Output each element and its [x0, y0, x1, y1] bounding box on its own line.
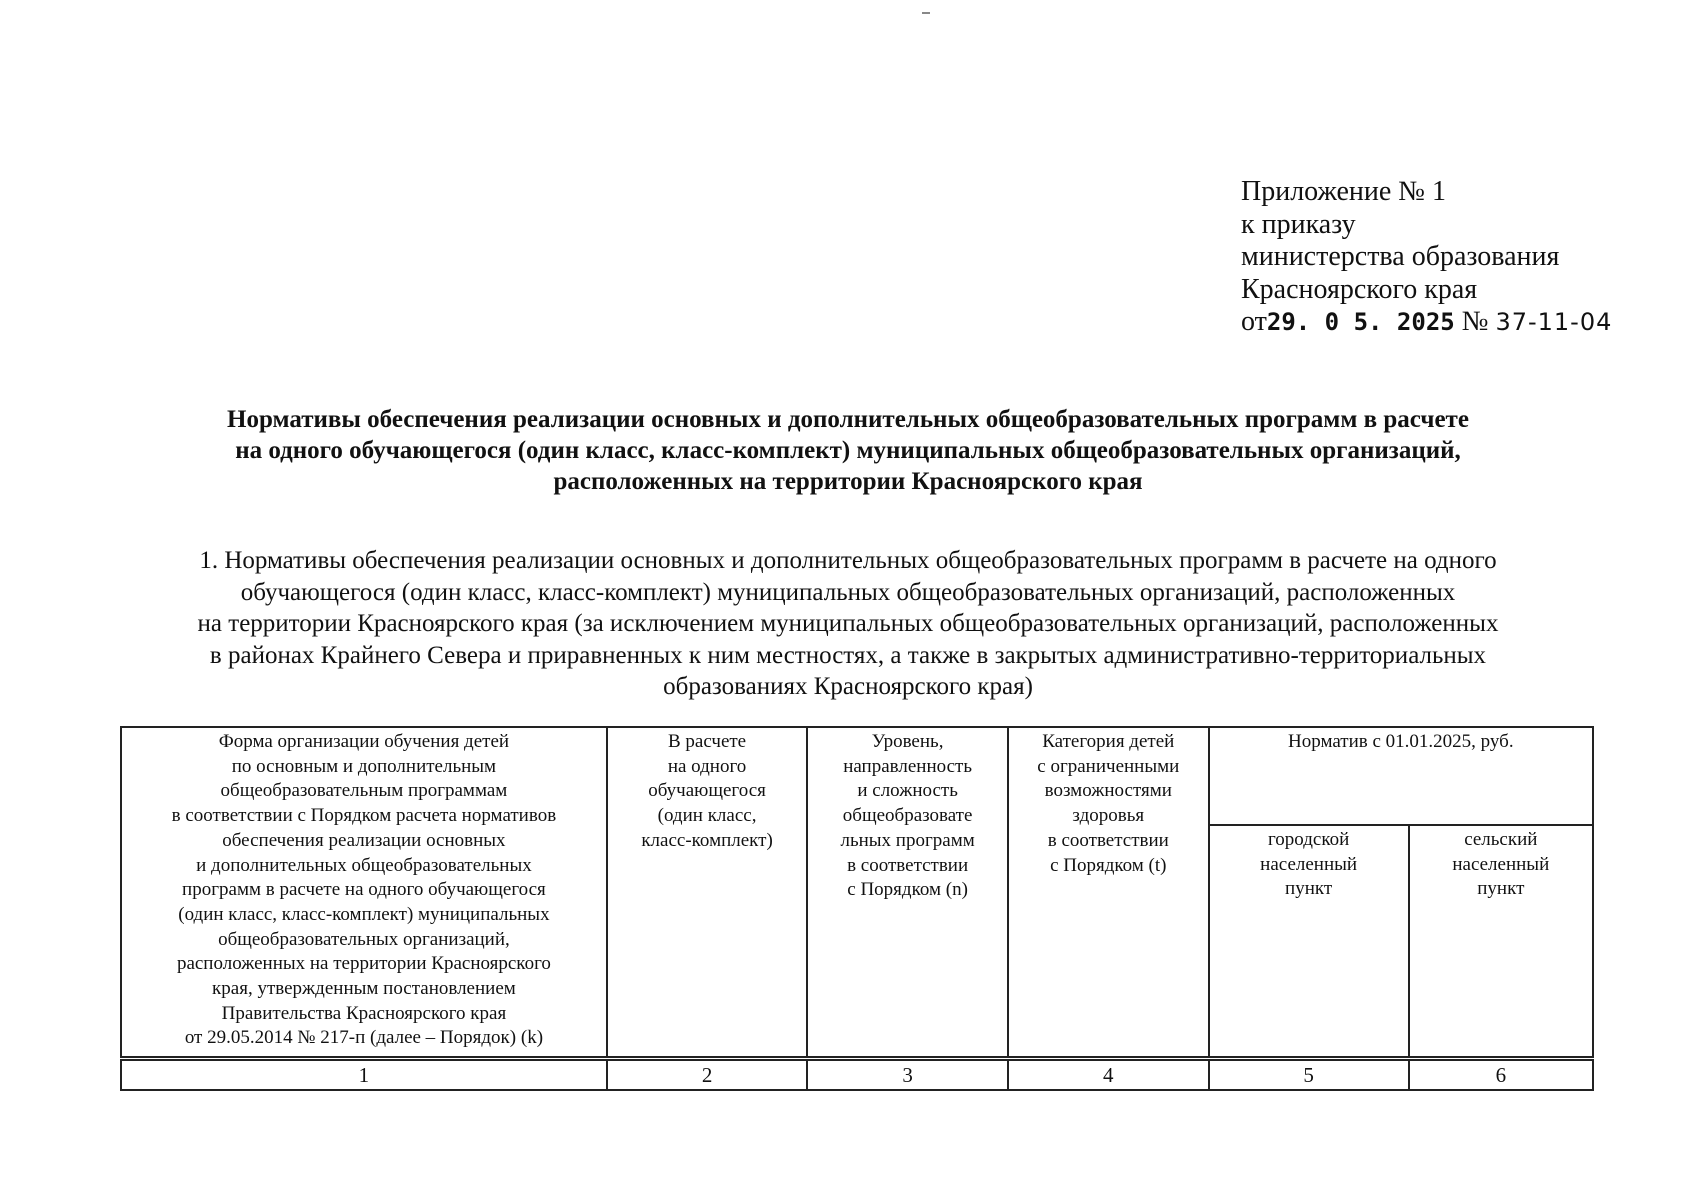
title-line-3: расположенных на территории Красноярского края	[553, 468, 1143, 495]
section-line-3: на территории Красноярского края (за исключением муниципальных общеобразовательных организаций, расположенных	[197, 610, 1499, 637]
title-line-1: Нормативы обеспечения реализации основных и дополнительных общеобразовательных программ в расчете	[227, 406, 1469, 433]
column-number-4: 4	[1008, 1059, 1209, 1091]
number-prefix: №	[1461, 306, 1489, 337]
section-line-2: обучающегося (один класс, класс-комплект) муниципальных общеобразовательных организаций, расположенных	[240, 578, 1456, 606]
document-title	[100, 404, 1596, 497]
header-level: Уровень, направленность и сложность общеобразовате льных программ в соответствии с Порядком (n)	[807, 727, 1008, 1059]
appendix-line-1: Приложение № 1	[1241, 176, 1446, 207]
column-number-row	[121, 1059, 1593, 1091]
column-number-1: 1	[121, 1059, 607, 1091]
table-header-row	[121, 727, 1593, 825]
title-line-2: на одного обучающегося (один класс, класс-комплект) муниципальных общеобразовательных организаций,	[235, 437, 1461, 464]
header-rural: сельский населенный пункт	[1409, 825, 1593, 1059]
section-heading	[100, 545, 1596, 703]
column-number-2: 2	[607, 1059, 807, 1091]
norms-table	[120, 726, 1594, 1091]
appendix-date-line	[1241, 306, 1612, 339]
header-urban: городской населенный пункт	[1209, 825, 1409, 1059]
header-category: Категория детей с ограниченными возможностями здоровья в соответствии с Порядком (t)	[1008, 727, 1209, 1059]
appendix-line-3: министерства образования	[1241, 241, 1560, 272]
column-number-3: 3	[807, 1059, 1008, 1091]
scan-mark	[922, 12, 930, 14]
order-date: 29. 0 5. 2025	[1266, 308, 1455, 336]
appendix-block	[1241, 176, 1612, 339]
date-prefix: от	[1241, 306, 1267, 337]
header-per-unit: В расчете на одного обучающегося (один класс, класс-комплект)	[607, 727, 807, 1059]
appendix-line-2: к приказу	[1241, 208, 1356, 240]
appendix-line-4: Красноярского края	[1241, 273, 1478, 305]
order-number: 37-11-04	[1495, 308, 1613, 336]
header-form: Форма организации обучения детей по основным и дополнительным общеобразовательным программам в соответствии с Порядком расчета нормативов обеспечения реализации основных и дополнительных общеобразовательных программ в расчете на одного обучающегося (один класс, класс-комплект) муниципальных общеобразовательных организаций, расположенных на территории Красноярского края, утвержденным постановлением Правительства Красноярского края от 29.05.2014 № 217-п (далее – Порядок) (k)	[121, 727, 607, 1059]
section-line-5: образованиях Красноярского края)	[663, 673, 1033, 700]
section-line-1: 1. Нормативы обеспечения реализации основных и дополнительных общеобразовательных программ в расчете на одного	[199, 547, 1497, 574]
header-norm: Норматив с 01.01.2025, руб.	[1209, 727, 1593, 825]
section-line-4: в районах Крайнего Севера и приравненных к ним местностях, а также в закрытых административно-территориальных	[209, 641, 1487, 669]
column-number-6: 6	[1409, 1059, 1593, 1091]
column-number-5: 5	[1209, 1059, 1409, 1091]
